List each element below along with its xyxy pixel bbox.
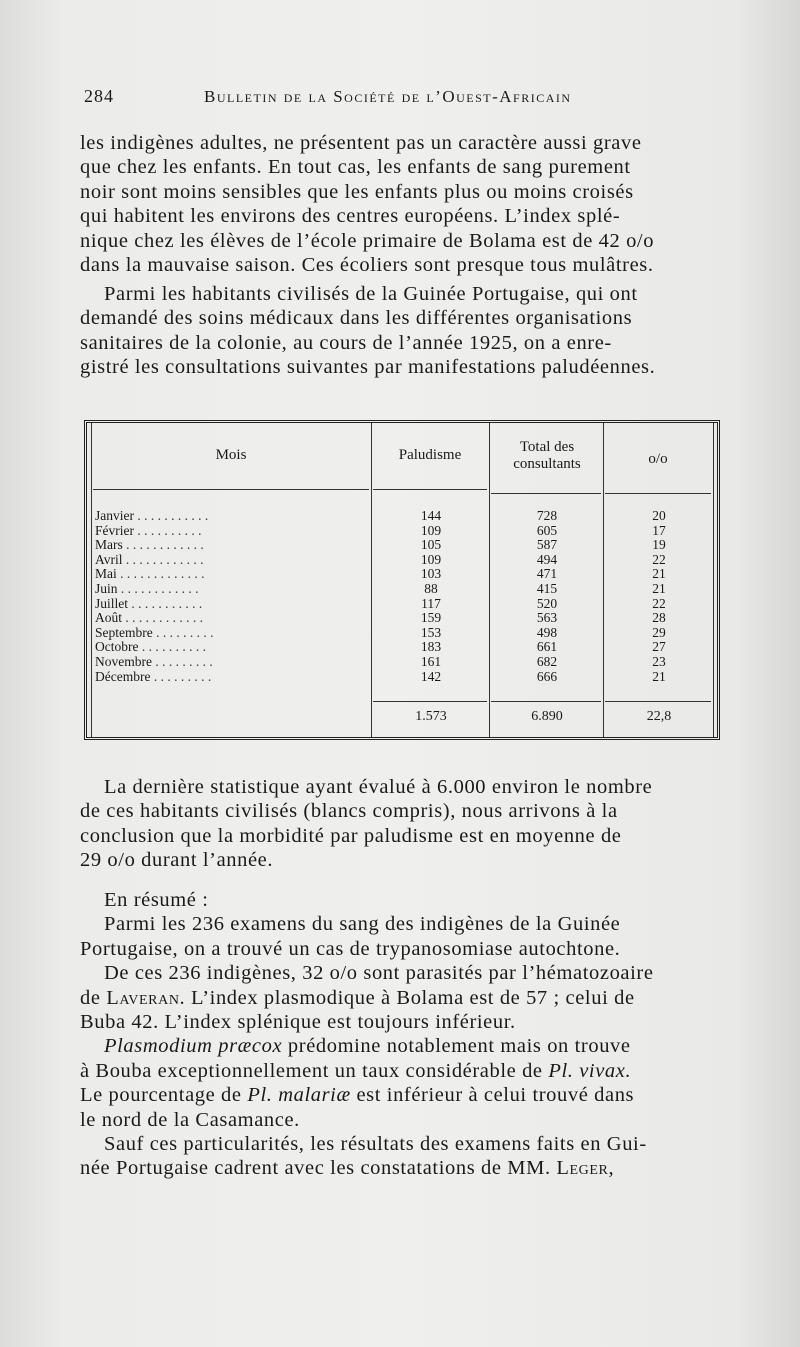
text-line: que chez les enfants. En tout cas, les enfants de sang purement: [80, 156, 631, 179]
table-cell: Février . . . . . . . . . .: [95, 523, 202, 538]
text-line: Portugaise, on a trouvé un cas de trypanosomiase autochtone.: [80, 937, 621, 960]
table-cell: 21: [652, 668, 666, 684]
column-paludisme: [383, 509, 479, 684]
table-cell: 498: [536, 624, 558, 640]
table-cell: 109: [420, 551, 442, 567]
total-paludisme: 1.573: [415, 709, 447, 724]
table-rule: [371, 423, 372, 737]
table-cell: Mars . . . . . . . . . . . .: [95, 538, 204, 553]
text-line: nique chez les élèves de l’école primaire de Bolama est de 42 o/o: [80, 229, 655, 252]
table-rule: [373, 701, 487, 702]
table-cell: 19: [652, 537, 666, 553]
table-cell: Septembre . . . . . . . . .: [95, 625, 214, 640]
text-line: Sauf ces particularités, les résultats des examens faits en Gui-: [104, 1133, 647, 1156]
text-line: conclusion que la morbidité par paludisme est en moyenne de: [80, 824, 622, 847]
text-line: le nord de la Casamance.: [80, 1108, 300, 1131]
table-cell: 728: [536, 508, 558, 523]
text-line: noir sont moins sensibles que les enfants plus ou moins croisés: [80, 180, 634, 203]
total-consultants: 6.890: [531, 709, 563, 724]
text-line: gistré les consultations suivantes par manifestations paludéennes.: [80, 356, 656, 379]
table-rule: [491, 493, 601, 494]
column-mois: [95, 509, 365, 684]
text-line: Le pourcentage de Pl. malariæ est inférieur à celui trouvé dans: [80, 1084, 635, 1107]
header-mois: Mois: [215, 447, 247, 463]
table-cell: 109: [420, 522, 442, 538]
header-paludisme: Paludisme: [398, 447, 462, 463]
table-cell: 183: [420, 639, 442, 655]
table-cell: 29: [652, 624, 666, 640]
table-rule: [491, 701, 601, 702]
text-line: 29 o/o durant l’année.: [80, 849, 274, 872]
species-name: Pl. vivax.: [548, 1059, 632, 1082]
text-line: La dernière statistique ayant évalué à 6.000 environ le nombre: [104, 776, 653, 798]
table-cell: 471: [536, 566, 558, 582]
total-pct: 22,8: [646, 709, 672, 724]
paragraph-2: [80, 282, 725, 380]
table-cell: 20: [652, 508, 666, 523]
table-cell: 117: [421, 595, 441, 611]
journal-title: Bulletin de la Société de l’Ouest-Africain: [204, 87, 572, 106]
table-cell: Octobre . . . . . . . . . .: [95, 640, 206, 655]
table-rule: [489, 423, 490, 737]
text-line: à Bouba exceptionnellement un taux considérable de Pl. vivax.: [80, 1059, 632, 1082]
table-cell: 27: [652, 639, 666, 655]
column-total: [497, 509, 597, 684]
table-rule: [91, 423, 92, 737]
text-line: demandé des soins médicaux dans les différentes organisations: [80, 307, 633, 330]
paragraph-3: [80, 775, 725, 873]
table-cell: 587: [536, 537, 558, 553]
text-line: Plasmodium præcox prédomine notablement mais on trouve: [104, 1035, 631, 1058]
table-cell: 21: [652, 580, 666, 596]
table-cell: 153: [420, 624, 442, 640]
header-pct: o/o: [648, 451, 668, 467]
table-cell: 661: [536, 639, 558, 655]
table-cell: 17: [652, 522, 666, 538]
table-rule: [605, 701, 711, 702]
table-rule: [713, 423, 714, 737]
table-rule: [93, 489, 369, 490]
text-line: qui habitent les environs des centres européens. L’index splé-: [80, 205, 621, 228]
table-cell: 494: [536, 551, 558, 567]
text-line: Buba 42. L’index splénique est toujours inférieur.: [80, 1011, 516, 1034]
table-cell: 520: [536, 595, 558, 611]
text-line: les indigènes adultes, ne présentent pas un caractère aussi grave: [80, 132, 642, 154]
text-line: de Laveran. L’index plasmodique à Bolama est de 57 ; celui de: [80, 986, 635, 1009]
column-pct: [607, 509, 711, 684]
malaria-table: [84, 420, 720, 740]
page-number: 284: [84, 86, 114, 106]
table-cell: Décembre . . . . . . . . .: [95, 669, 212, 684]
text-line: dans la mauvaise saison. Ces écoliers sont presque tous mulâtres.: [80, 254, 654, 277]
table-cell: 28: [652, 610, 666, 626]
table-cell: 161: [420, 653, 442, 669]
species-name: Plasmodium præcox: [104, 1035, 283, 1058]
table-cell: 103: [420, 566, 442, 582]
table-cell: 605: [536, 522, 558, 538]
text-line: née Portugaise cadrent avec les constatations de MM. Leger,: [80, 1157, 615, 1180]
table-cell: Juin . . . . . . . . . . . .: [95, 581, 199, 596]
table-cell: Novembre . . . . . . . . .: [95, 654, 213, 669]
table-rule: [605, 493, 711, 494]
species-name: Pl. malariæ: [247, 1084, 351, 1107]
table-rule: [603, 423, 604, 737]
text-line: De ces 236 indigènes, 32 o/o sont parasités par l’hématozoaire: [104, 962, 654, 985]
header-total: Total des consultants: [513, 439, 581, 472]
summary-heading: En résumé :: [104, 889, 209, 911]
running-header: [84, 86, 724, 112]
text-line: Parmi les habitants civilisés de la Guinée Portugaise, qui ont: [104, 283, 638, 305]
table-cell: Juillet . . . . . . . . . . .: [95, 596, 203, 611]
paragraph-1: [80, 131, 725, 277]
text-line: sanitaires de la colonie, au cours de l’année 1925, on a enre-: [80, 331, 612, 354]
summary-section: [80, 888, 725, 1181]
table-cell: 88: [424, 580, 438, 596]
table-cell: 142: [420, 668, 442, 684]
table-rule: [373, 489, 487, 490]
table-cell: 682: [536, 653, 558, 669]
table-cell: 666: [536, 668, 558, 684]
table-cell: 144: [420, 508, 442, 523]
table-cell: 21: [652, 566, 666, 582]
table-cell: 23: [652, 653, 666, 669]
author-name: Laveran: [106, 986, 180, 1009]
table-cell: Janvier . . . . . . . . . . .: [95, 509, 209, 523]
table-cell: Mai . . . . . . . . . . . . .: [95, 567, 205, 582]
table-cell: 22: [652, 595, 666, 611]
table-cell: 105: [420, 537, 442, 553]
table-cell: 159: [420, 610, 442, 626]
table-cell: Avril . . . . . . . . . . . .: [95, 552, 204, 567]
table-cell: Août . . . . . . . . . . . .: [95, 611, 203, 626]
text-line: de ces habitants civilisés (blancs compris), nous arrivons à la: [80, 800, 618, 823]
table-cell: 563: [536, 610, 558, 626]
table-cell: 415: [536, 580, 558, 596]
text-line: Parmi les 236 examens du sang des indigènes de la Guinée: [104, 913, 621, 936]
author-name: Leger,: [556, 1157, 615, 1180]
table-cell: 22: [652, 551, 666, 567]
